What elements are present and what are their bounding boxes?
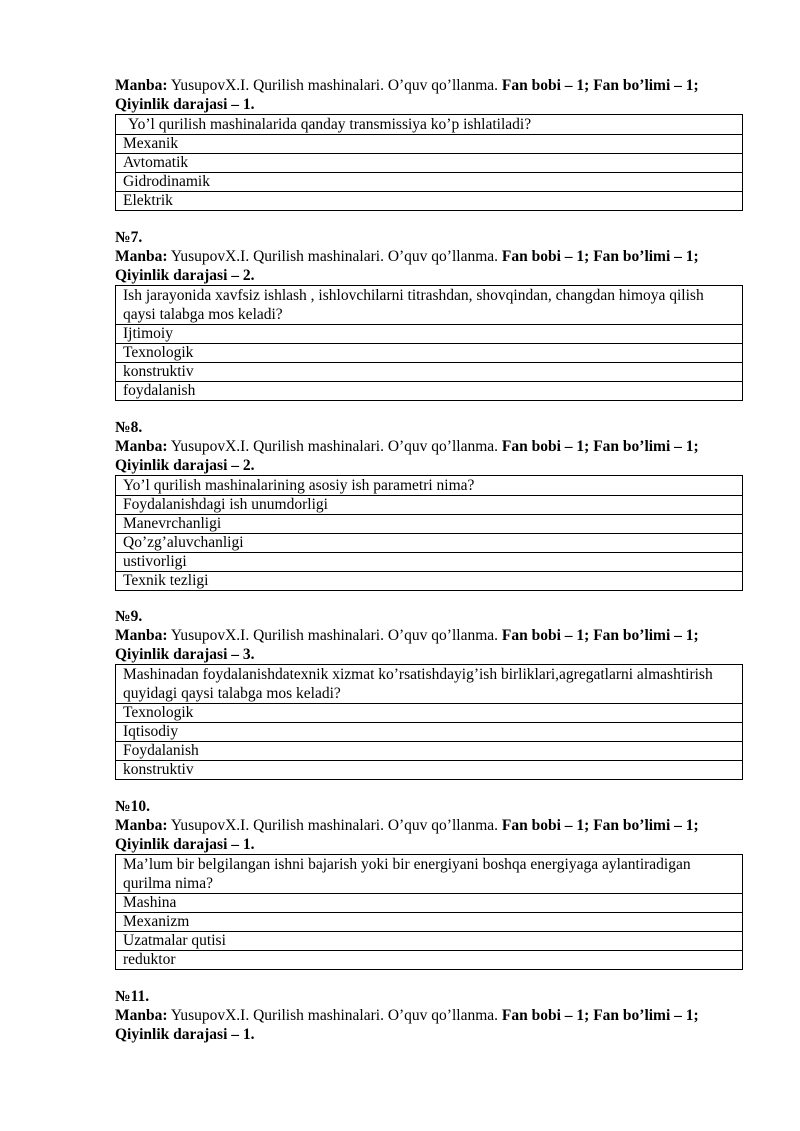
- question-table: [115, 285, 743, 401]
- question-table: [115, 854, 743, 970]
- question-text: Yo’l qurilish mashinalarining asosiy ish parametri nima?: [116, 476, 743, 496]
- chapter-text: Fan bobi – 1; Fan bo’limi – 1;: [501, 438, 699, 455]
- answer-option: Avtomatik: [116, 154, 743, 173]
- source-text: YusupovX.I. Qurilish mashinalari. O’quv qo’llanma.: [167, 438, 502, 455]
- difficulty-value: 2.: [242, 457, 255, 474]
- question-text: Mashinadan foydalanishdatexnik xizmat ko’rsatishdayig’ish birliklari,agregatlarni almashtirish quyidagi qaysi talabga mos keladi?: [116, 665, 743, 704]
- answer-option: Texnologik: [116, 704, 743, 723]
- manba-label: Manba:: [115, 438, 168, 455]
- difficulty-value: 3.: [242, 646, 255, 663]
- manba-label: Manba:: [115, 1007, 168, 1024]
- difficulty-line: [115, 266, 743, 285]
- source-text: YusupovX.I. Qurilish mashinalari. O’quv qo’llanma.: [167, 627, 502, 644]
- question-number: №8.: [115, 419, 143, 436]
- difficulty-label: Qiyinlik darajasi –: [115, 267, 243, 284]
- difficulty-line: [115, 645, 743, 664]
- source-line: [115, 76, 743, 95]
- difficulty-label: Qiyinlik darajasi –: [115, 836, 243, 853]
- difficulty-value: 1.: [242, 836, 255, 853]
- answer-option: Uzatmalar qutisi: [116, 932, 743, 951]
- answer-option: ustivorligi: [116, 553, 743, 572]
- question-block: [115, 76, 743, 211]
- question-number: №7.: [115, 229, 143, 246]
- difficulty-line: [115, 1025, 743, 1044]
- answer-option: Mashina: [116, 894, 743, 913]
- answer-option: Mexanik: [116, 135, 743, 154]
- answer-option: Manevrchanligi: [116, 515, 743, 534]
- difficulty-value: 1.: [242, 1026, 255, 1043]
- answer-option: Qo’zg’aluvchanligi: [116, 534, 743, 553]
- manba-label: Manba:: [115, 248, 168, 265]
- question-block: [115, 987, 743, 1044]
- question-block: [115, 607, 743, 780]
- difficulty-value: 1.: [242, 96, 255, 113]
- answer-option: Foydalanishdagi ish unumdorligi: [116, 496, 743, 515]
- source-text: YusupovX.I. Qurilish mashinalari. O’quv qo’llanma.: [167, 1007, 502, 1024]
- difficulty-label: Qiyinlik darajasi –: [115, 457, 243, 474]
- question-text: Yo’l qurilish mashinalarida qanday transmissiya ko’p ishlatiladi?: [116, 115, 743, 135]
- chapter-text: Fan bobi – 1; Fan bo’limi – 1;: [501, 817, 699, 834]
- answer-option: reduktor: [116, 951, 743, 970]
- source-line: [115, 816, 743, 835]
- question-table: [115, 475, 743, 591]
- manba-label: Manba:: [115, 817, 168, 834]
- source-text: YusupovX.I. Qurilish mashinalari. O’quv qo’llanma.: [167, 77, 502, 94]
- answer-option: konstruktiv: [116, 761, 743, 780]
- answer-option: Foydalanish: [116, 742, 743, 761]
- source-text: YusupovX.I. Qurilish mashinalari. O’quv qo’llanma.: [167, 248, 502, 265]
- question-number: №9.: [115, 608, 143, 625]
- answer-option: Gidrodinamik: [116, 173, 743, 192]
- source-line: [115, 1006, 743, 1025]
- source-line: [115, 437, 743, 456]
- answer-option: Mexanizm: [116, 913, 743, 932]
- question-block: [115, 228, 743, 401]
- answer-option: Texnik tezligi: [116, 572, 743, 591]
- question-table: [115, 114, 743, 211]
- answer-option: konstruktiv: [116, 363, 743, 382]
- question-block: [115, 418, 743, 591]
- difficulty-value: 2.: [242, 267, 255, 284]
- question-block: [115, 797, 743, 970]
- answer-option: Iqtisodiy: [116, 723, 743, 742]
- chapter-text: Fan bobi – 1; Fan bo’limi – 1;: [501, 1007, 699, 1024]
- manba-label: Manba:: [115, 627, 168, 644]
- answer-option: foydalanish: [116, 382, 743, 401]
- answer-option: Ijtimoiy: [116, 325, 743, 344]
- answer-option: Texnologik: [116, 344, 743, 363]
- question-number: №11.: [115, 988, 150, 1005]
- chapter-text: Fan bobi – 1; Fan bo’limi – 1;: [501, 77, 699, 94]
- source-line: [115, 247, 743, 266]
- answer-option: Elektrik: [116, 192, 743, 211]
- difficulty-line: [115, 835, 743, 854]
- manba-label: Manba:: [115, 77, 168, 94]
- question-text: Ma’lum bir belgilangan ishni bajarish yoki bir energiyani boshqa energiyaga aylantiradigan qurilma nima?: [116, 855, 743, 894]
- difficulty-line: [115, 456, 743, 475]
- difficulty-label: Qiyinlik darajasi –: [115, 646, 243, 663]
- difficulty-line: [115, 95, 743, 114]
- question-text: Ish jarayonida xavfsiz ishlash , ishlovchilarni titrashdan, shovqindan, changdan himoya qilish qaysi talabga mos keladi?: [116, 286, 743, 325]
- chapter-text: Fan bobi – 1; Fan bo’limi – 1;: [501, 627, 699, 644]
- question-table: [115, 664, 743, 780]
- difficulty-label: Qiyinlik darajasi –: [115, 1026, 243, 1043]
- question-number: №10.: [115, 798, 150, 815]
- source-line: [115, 626, 743, 645]
- difficulty-label: Qiyinlik darajasi –: [115, 96, 243, 113]
- chapter-text: Fan bobi – 1; Fan bo’limi – 1;: [501, 248, 699, 265]
- source-text: YusupovX.I. Qurilish mashinalari. O’quv qo’llanma.: [167, 817, 502, 834]
